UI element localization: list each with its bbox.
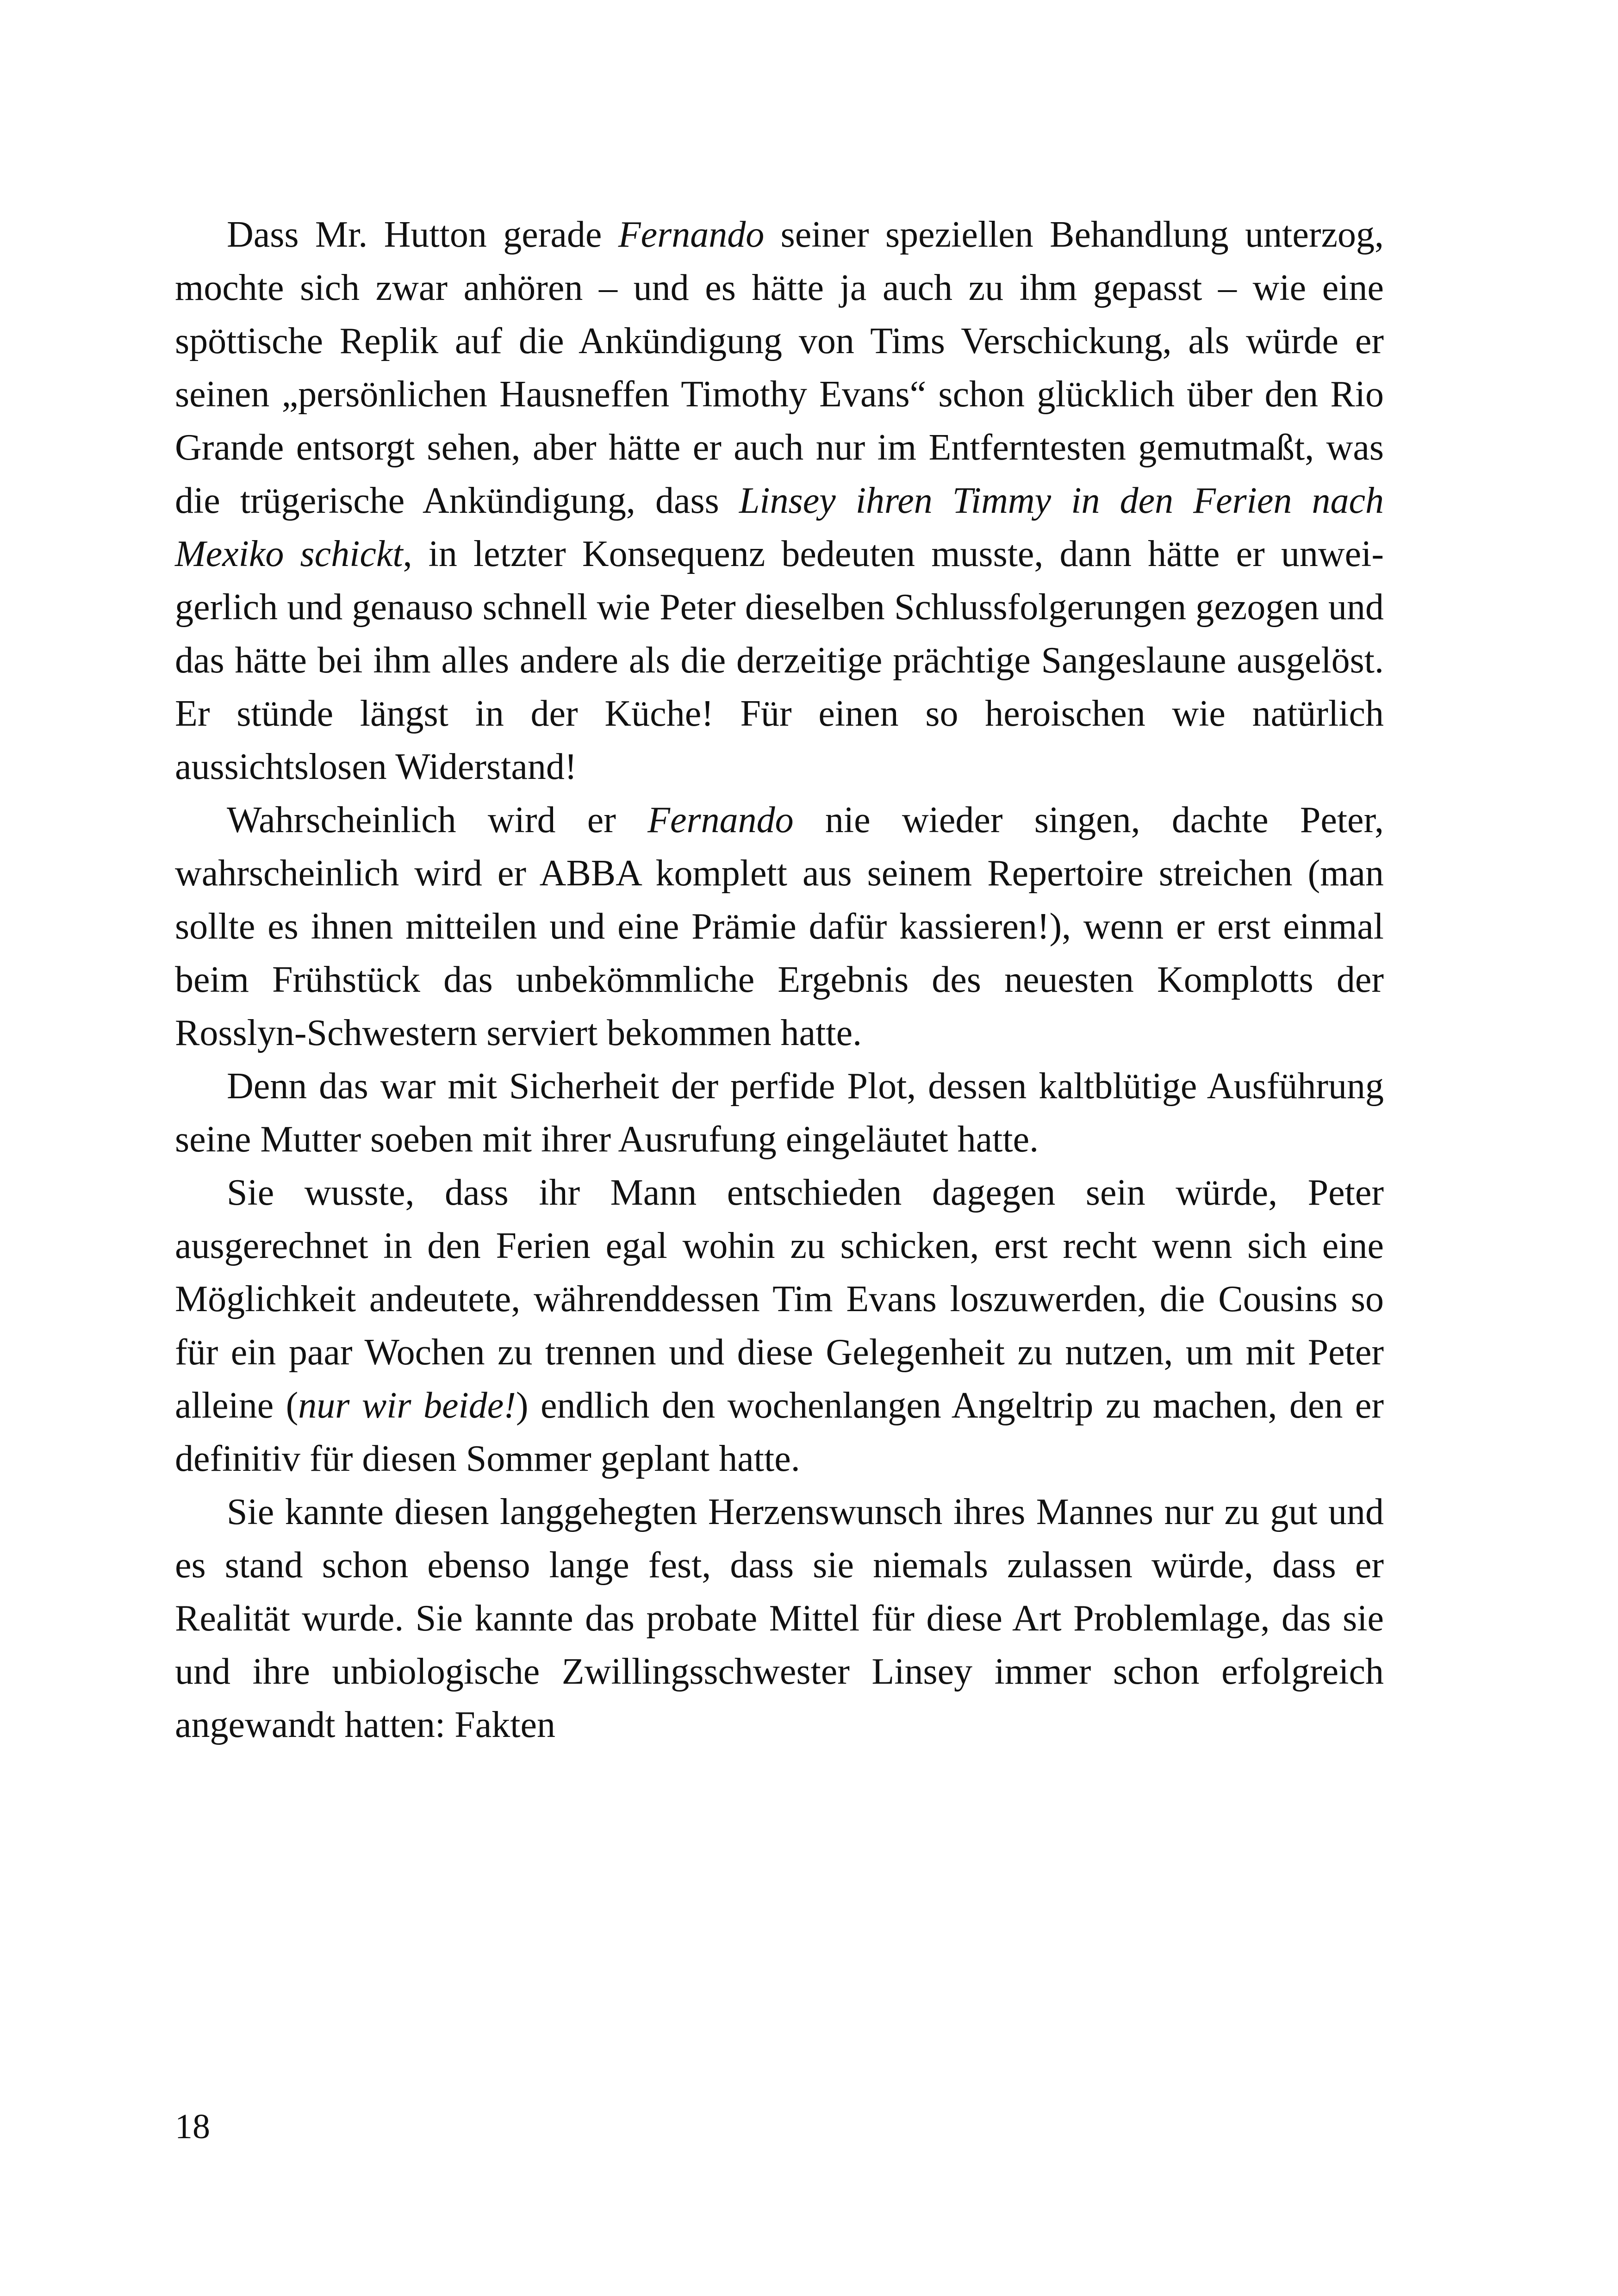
italic-run: nur wir beide! [298, 1385, 516, 1426]
italic-run: Fernando [618, 214, 765, 255]
text-run: Dass Mr. Hutton gerade [227, 214, 618, 255]
italic-run: Linsey ihren Timmy in den Ferien nach Mexiko schickt [175, 480, 1384, 574]
text-run: nie wieder singen, dachte Peter, wahrscheinlich wird er ABBA komplett aus seinem Repertoire streichen (man sollte es ihnen mitteilen und eine Prämie dafür kassieren!), wenn er erst einmal beim Frühstück das unbekömmliche Ergebnis des neuesten Komplotts der Rosslyn-Schwestern serviert bekommen hatte. [175, 800, 1384, 1053]
paragraph-4 [175, 1166, 1384, 1486]
text-run: , in letzter Konsequenz bedeuten musste, dann hätte er unweigerlich und genauso schnell wie Peter dieselben Schlussfolgerungen gezogen und das hätte bei ihm alles andere als die derzeitige prächtige Sangeslaune ausgelöst. Er stünde längst in der Küche! Für einen so heroischen wie natürlich aussichtslosen Widerstand! [175, 534, 1384, 787]
text-run: Denn das war mit Sicherheit der perfide Plot, dessen kaltblütige Ausführung seine Mutter soeben mit ihrer Ausrufung eingeläutet hatte. [175, 1066, 1384, 1160]
text-run: Sie wusste, dass ihr Mann entschieden dagegen sein würde, Peter ausgerechnet in den Ferien egal wohin zu schicken, erst recht wenn sich eine Möglichkeit andeutete, währenddessen Tim Evans loszuwerden, die Cousins so für ein paar Wochen zu trennen und diese Gelegenheit zu nutzen, um mit Peter alleine ( [175, 1172, 1384, 1426]
text-run: Sie kannte diesen langgehegten Herzenswunsch ihres Mannes nur zu gut und es stand schon ebenso lange fest, dass sie niemals zulassen würde, dass er Realität wurde. Sie kannte das probate Mittel für diese Art Problemlage, das sie und ihre unbiologische Zwillingsschwester Linsey immer schon erfolgreich angewandt hatten: Fakten [175, 1492, 1384, 1745]
paragraph-2 [175, 794, 1384, 1060]
page-number: 18 [175, 2107, 210, 2146]
italic-run: Fernando [647, 800, 794, 840]
text-run: Wahrscheinlich wird er [227, 800, 648, 840]
text-run: seiner speziellen Behandlung unterzog, mochte sich zwar anhören – und es hätte ja auch zu ihm gepasst – wie eine spöttische Replik auf die Ankündigung von Tims Verschickung, als würde er seinen „persönlichen Hausneffen Timothy Evans“ schon glücklich über den Rio Grande entsorgt sehen, aber hätte er auch nur im Entferntesten gemutmaßt, was die trügerische Ankündigung, dass [175, 214, 1384, 521]
text-run: ) endlich den wochenlangen Angeltrip zu machen, den er definitiv für diesen Sommer geplant hatte. [175, 1385, 1384, 1479]
paragraph-5 [175, 1486, 1384, 1752]
paragraph-1 [175, 208, 1384, 794]
body-text [175, 208, 1384, 1752]
paragraph-3 [175, 1060, 1384, 1166]
